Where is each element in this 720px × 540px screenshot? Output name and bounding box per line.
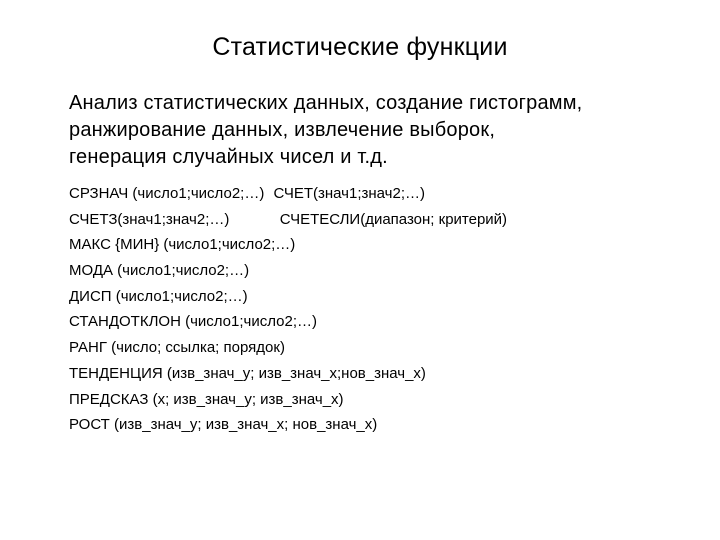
function-row xyxy=(69,207,699,233)
function-row xyxy=(69,232,699,258)
function-row xyxy=(69,258,699,284)
function-row xyxy=(69,361,699,387)
intro-line: Анализ статистических данных, создание гистограмм, xyxy=(69,92,583,114)
function-item: СЧЕТЗ(знач1;знач2;…) xyxy=(69,210,230,228)
function-list xyxy=(69,181,699,438)
function-item: СЧЕТЕСЛИ(диапазон; критерий) xyxy=(279,210,508,228)
function-item: ПРЕДСКАЗ (х; изв_знач_у; изв_знач_х) xyxy=(69,390,344,408)
intro-line: ранжирование данных, извлечение выборок, xyxy=(69,119,496,141)
function-row xyxy=(69,387,699,413)
function-item: СЧЕТ(знач1;знач2;…) xyxy=(273,185,425,202)
function-item: РАНГ (число; ссылка; порядок) xyxy=(69,339,285,357)
function-item: МАКС {МИН} (число1;число2;…) xyxy=(69,236,296,254)
function-row xyxy=(69,284,699,310)
function-row xyxy=(69,335,699,361)
slide-title: Статистические функции xyxy=(212,33,508,61)
function-item: РОСТ (изв_знач_у; изв_знач_х; нов_знач_х) xyxy=(69,416,378,434)
function-item: СТАНДОТКЛОН (число1;число2;…) xyxy=(69,313,317,331)
function-row xyxy=(69,181,699,207)
intro-line: генерация случайных чисел и т.д. xyxy=(69,146,388,168)
function-item: ДИСП (число1;число2;…) xyxy=(69,287,248,305)
function-item: ТЕНДЕНЦИЯ (изв_знач_у; изв_знач_х;нов_знач_х) xyxy=(69,364,426,382)
function-row xyxy=(69,412,699,438)
function-row xyxy=(69,309,699,335)
function-item: СРЗНАЧ (число1;число2;…) xyxy=(69,185,265,202)
intro-paragraph xyxy=(69,90,699,171)
function-item: МОДА (число1;число2;…) xyxy=(69,262,250,280)
